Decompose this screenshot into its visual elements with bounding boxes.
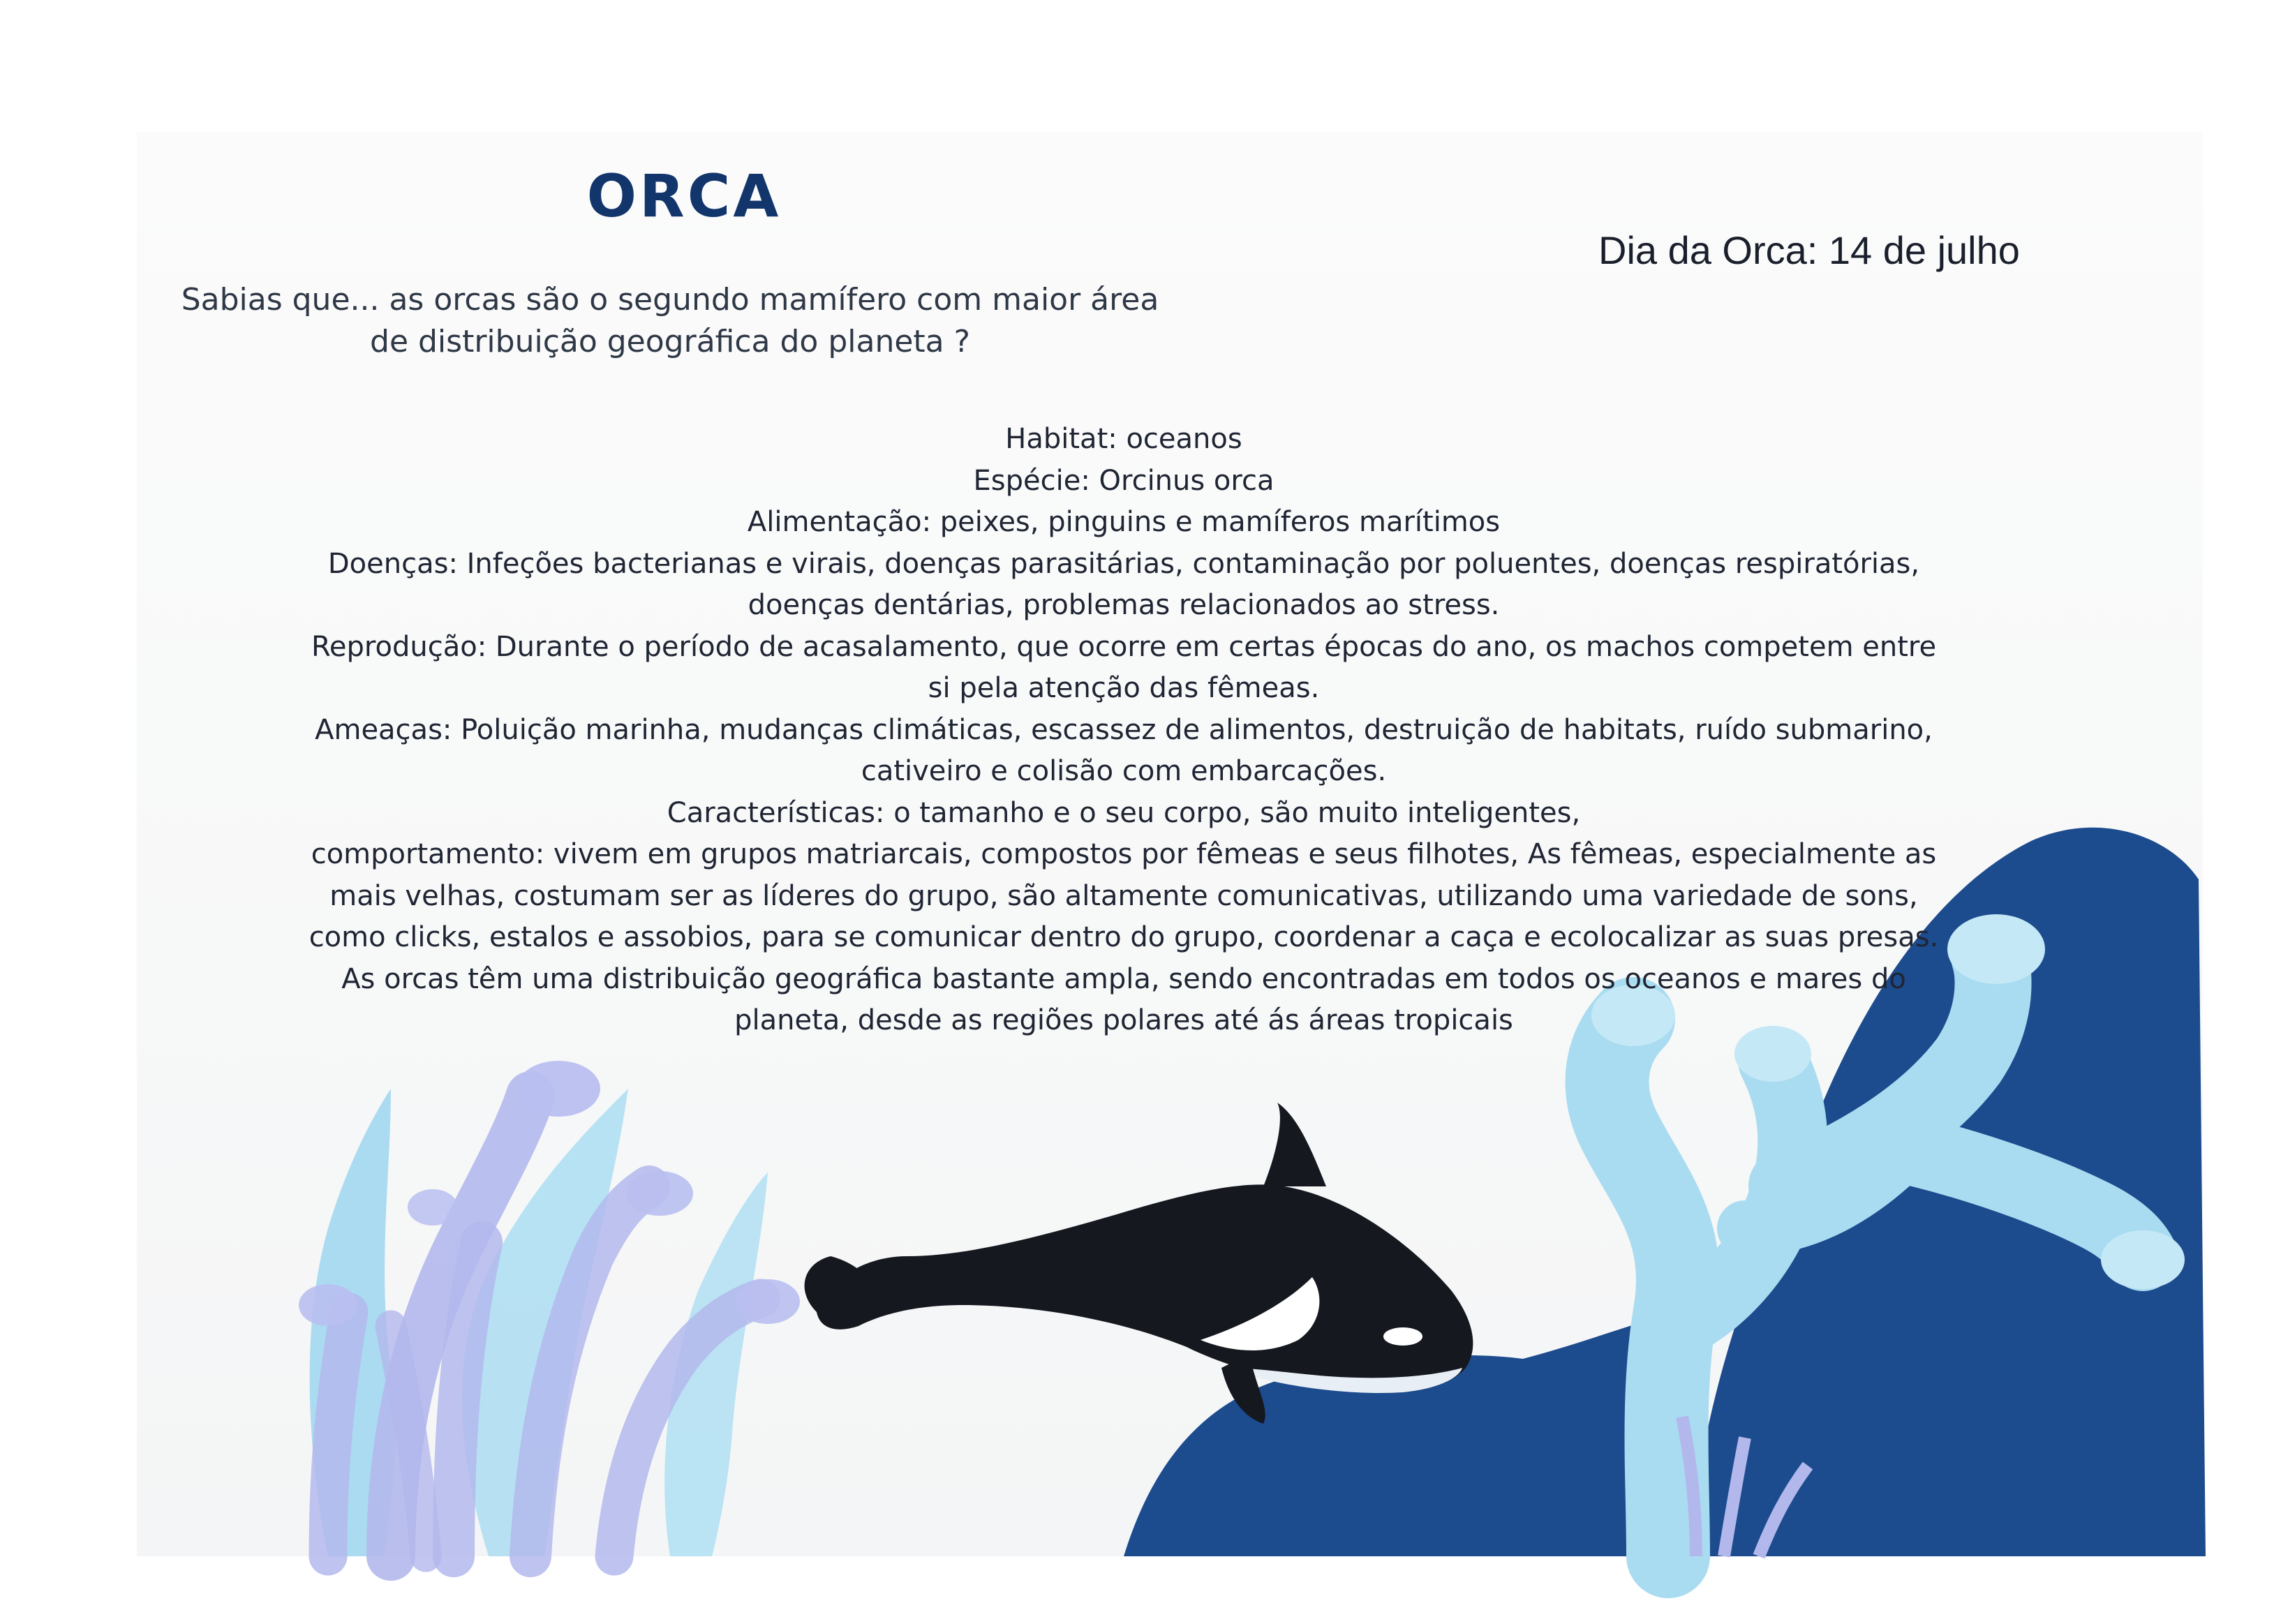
threats-line: cativeiro e colisão com embarcações. bbox=[861, 755, 1387, 787]
page-title: ORCA bbox=[586, 162, 782, 230]
behaviour-line: como clicks, estalos e assobios, para se comunicar dentro do grupo, coordenar a caça e ecolocalizar as suas presas. bbox=[309, 921, 1939, 953]
diseases-line: doenças dentárias, problemas relacionados ao stress. bbox=[748, 589, 1500, 621]
diseases-line: Doenças: Infeções bacterianas e virais, doenças parasitárias, contaminação por poluentes, doenças respiratórias, bbox=[327, 547, 1920, 580]
distribution-line: planeta, desde as regiões polares até ás áreas tropicais bbox=[734, 1004, 1513, 1036]
intro-line: Sabias que... as orcas são o segundo mamífero com maior área bbox=[181, 282, 1159, 318]
intro-question bbox=[161, 279, 1180, 363]
orca-day-date: Dia da Orca: 14 de julho bbox=[1598, 228, 2020, 272]
features-line: Características: o tamanho e o seu corpo, são muito inteligentes, bbox=[667, 796, 1581, 829]
reproduction-line: si pela atenção das fêmeas. bbox=[928, 672, 1320, 704]
behaviour-line: mais velhas, costumam ser as líderes do grupo, são altamente comunicativas, utilizando uma variedade de sons, bbox=[329, 879, 1918, 912]
species-line: Espécie: Orcinus orca bbox=[973, 464, 1275, 497]
distribution-line: As orcas têm uma distribuição geográfica bastante ampla, sendo encontradas em todos os oceanos e mares do bbox=[341, 962, 1906, 995]
threats-line: Ameaças: Poluição marinha, mudanças climáticas, escassez de alimentos, destruição de habitats, ruído submarino, bbox=[315, 713, 1933, 746]
facts-block bbox=[174, 419, 2073, 1042]
behaviour-line: comportamento: vivem em grupos matriarcais, compostos por fêmeas e seus filhotes, As fêmeas, especialmente as bbox=[311, 838, 1937, 870]
diet-line: Alimentação: peixes, pinguins e mamíferos marítimos bbox=[747, 506, 1501, 538]
coral-left-illustration bbox=[299, 1061, 800, 1556]
reproduction-line: Reprodução: Durante o período de acasalamento, que ocorre em certas épocas do ano, os machos competem entre bbox=[311, 630, 1937, 663]
habitat-line: Habitat: oceanos bbox=[1005, 423, 1242, 455]
intro-line: de distribuição geográfica do planeta ? bbox=[370, 324, 970, 359]
orca-illustration bbox=[805, 1103, 1473, 1424]
